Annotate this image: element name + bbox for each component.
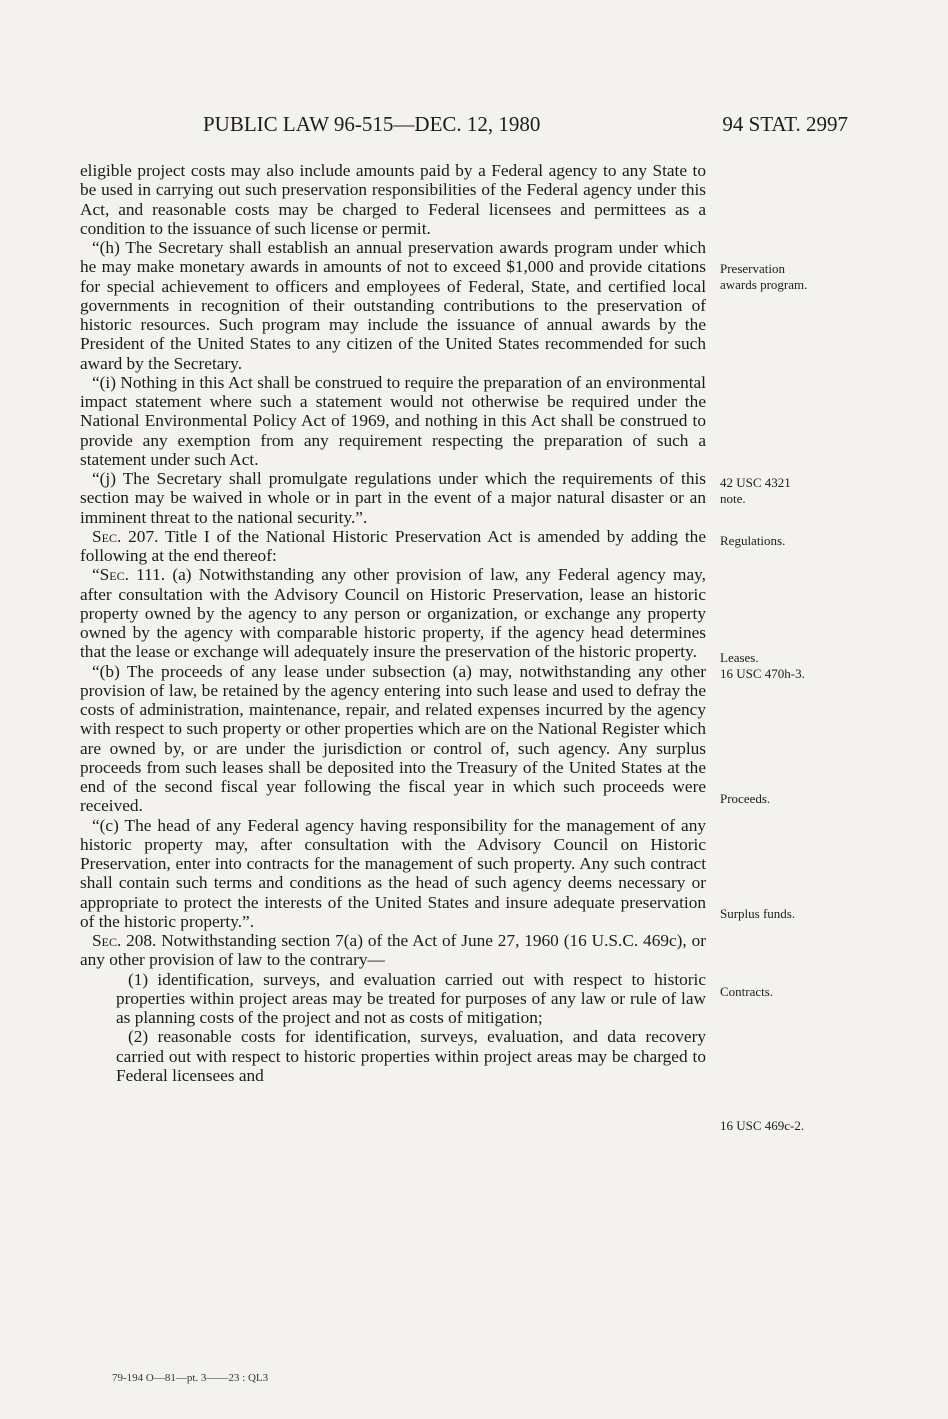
clause-1: (1) identification, surveys, and evaluation carried out with respect to historic properties within project areas may be treated for purposes of any law or rule of law as planning costs of the project and not as costs of mitigation;: [116, 969, 706, 1027]
section-111-a-text: 111. (a) Notwithstanding any other provision of law, any Federal agency may, after consultation with the Advisory Council on Historic Preservation, lease an historic property owned by the agency to any person or organization, or exchange any property owned by the agency with comparable historic property, if the agency head determines that the lease or exchange will adequately insure the preservation of the historic property.: [80, 565, 706, 662]
margin-note-42-usc-4321: 42 USC 4321 note.: [720, 475, 791, 506]
page-header: [80, 112, 848, 142]
section-207: [80, 527, 706, 566]
margin-note-preservation: Preservation awards program.: [720, 261, 808, 292]
printing-code-footer: 79-194 O—81—pt. 3——23 : QL3: [112, 1372, 269, 1384]
page-title: PUBLIC LAW 96-515—DEC. 12, 1980: [203, 112, 541, 136]
sec-label: Sec.: [99, 565, 129, 585]
section-207-text: 207. Title I of the National Historic Preservation Act is amended by adding the following at the end thereof:: [80, 526, 706, 565]
section-111-c: “(c) The head of any Federal agency having responsibility for the management of any historic property may, after consultation with the Advisory Council on Historic Preservation, enter into contracts for the management of such property. Any such contract shall contain such terms and conditions as the head of such agency deems necessary or appropriate to protect the interests of the United States and insure adequate preservation of the historic property.”.: [80, 815, 706, 931]
statute-page-number: 94 STAT. 2997: [722, 112, 848, 136]
paragraph-h: “(h) The Secretary shall establish an annual preservation awards program under which he may make monetary awards in amounts of not to exceed $1,000 and provide citations for special achievement to officers and employees of Federal, State, and certified local governments in recognition of their outstanding contributions to the preservation of historic resources. Such program may include the issuance of annual awards by the President of the United States to any citizen of the United States recommended for such award by the Secretary.: [80, 238, 706, 373]
section-208-text: 208. Notwithstanding section 7(a) of the Act of June 27, 1960 (16 U.S.C. 469c), or any other provision of law to the contrary—: [80, 931, 706, 970]
paragraph-i: “(i) Nothing in this Act shall be construed to require the preparation of an environmental impact statement where such a statement would not otherwise be required under the National Environmental Policy Act of 1969, and nothing in this Act shall be construed to provide any exemption from any requirement respecting the preparation of such a statement under such Act.: [80, 372, 706, 469]
body-text: [80, 161, 706, 1085]
section-111-a: [80, 565, 706, 661]
margin-note-16-usc-469c-2: 16 USC 469c-2.: [720, 1118, 805, 1133]
open-quote: “: [92, 565, 100, 585]
section-111-b: “(b) The proceeds of any lease under subsection (a) may, notwithstanding any other provision of law, be retained by the agency entering into such lease and used to defray the costs of administration, maintenance, repair, and related expenses incurred by the agency with respect to such property or other properties which are on the National Register which are owned by, or are under the jurisdiction or control of, such agency. Any surplus proceeds from such leases shall be deposited into the Treasury of the United States at the end of the second fiscal year following the fiscal year in which such proceeds were received.: [80, 661, 706, 816]
clause-2: (2) reasonable costs for identification, surveys, evaluation, and data recovery carried out with respect to historic properties within project areas may be charged to Federal licensees and: [116, 1027, 706, 1085]
sec-label: Sec.: [92, 931, 122, 950]
sec-label: Sec.: [92, 526, 122, 546]
margin-note-surplus-funds: Surplus funds.: [720, 906, 796, 921]
margin-note-proceeds: Proceeds.: [720, 791, 771, 806]
paragraph-continuation: eligible project costs may also include amounts paid by a Federal agency to any State to be used in carrying out such preservation responsibilities of the Federal agency under this Act, and reasonable costs may be charged to Federal licensees and permittees as a condition to the issuance of such license or permit.: [80, 161, 706, 238]
paragraph-j: “(j) The Secretary shall promulgate regulations under which the requirements of this section may be waived in whole or in part in the event of a major natural disaster or an imminent threat to the national security.”.: [80, 469, 706, 527]
margin-note-regulations: Regulations.: [720, 533, 786, 548]
section-208: [80, 931, 706, 970]
margin-note-contracts: Contracts.: [720, 984, 774, 999]
margin-note-leases: Leases. 16 USC 470h-3.: [720, 650, 805, 681]
